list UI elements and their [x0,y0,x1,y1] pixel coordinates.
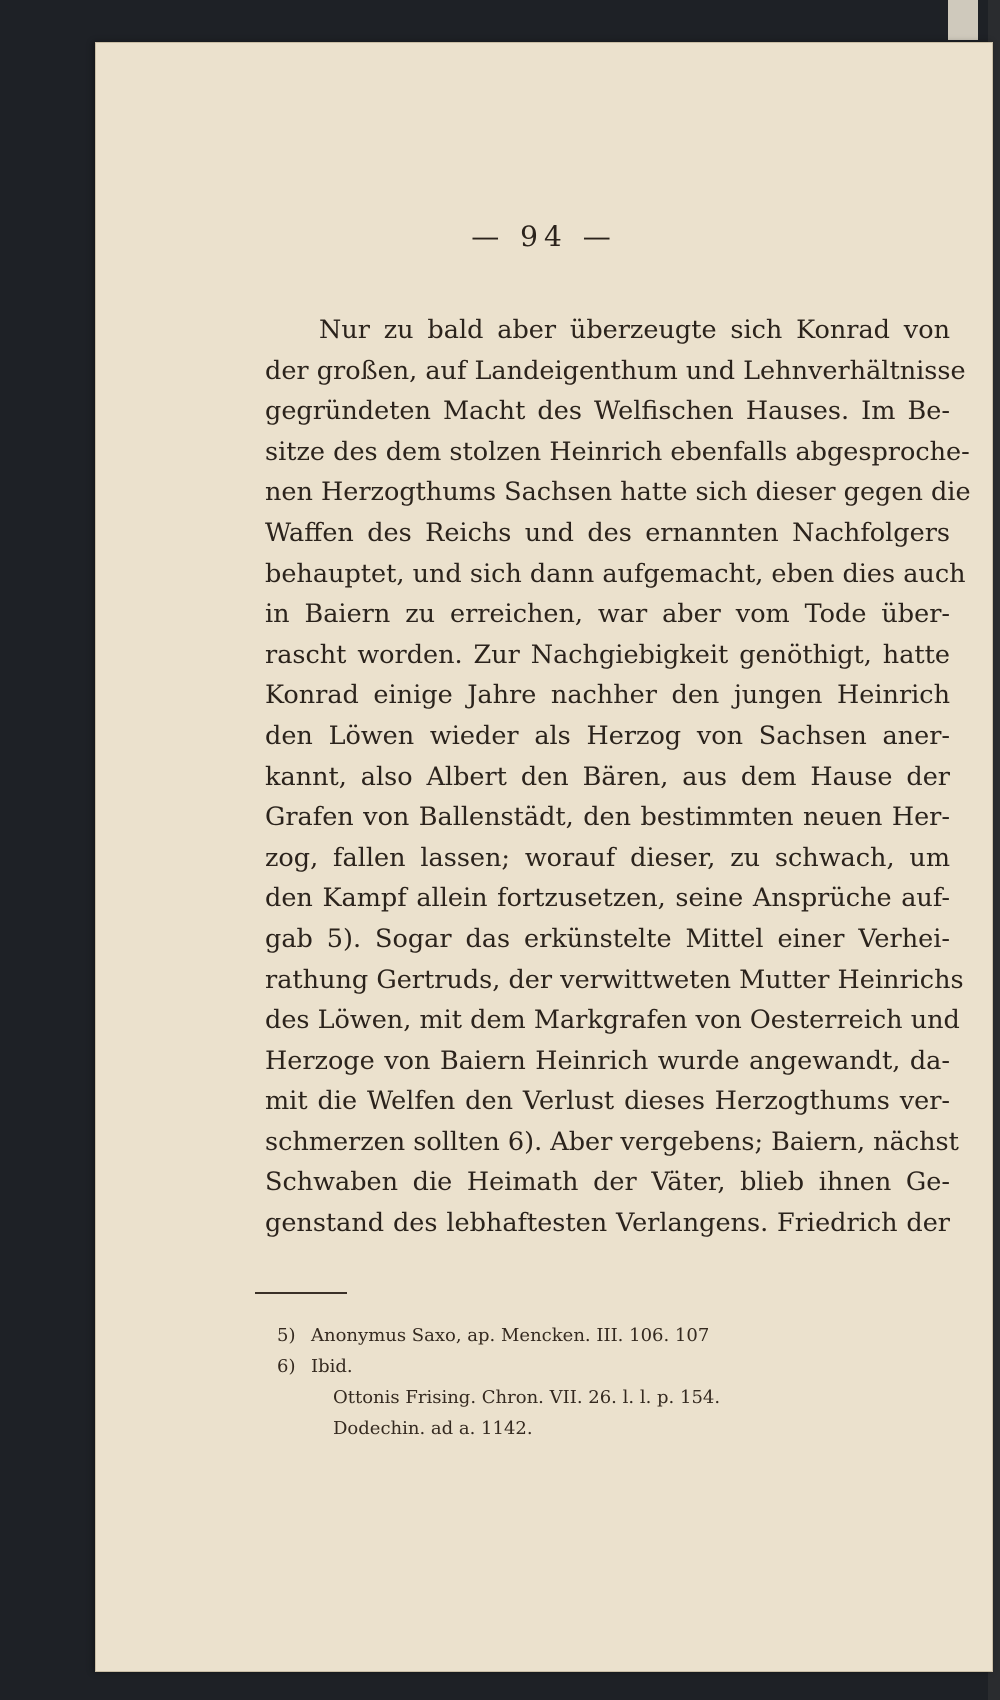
page-number: — 94 — [471,220,617,253]
text-line: sitze des dem stolzen Heinrich ebenfalls abgesproche- [265,436,970,467]
text-line: rathung Gertruds, der verwittweten Mutter Heinrichs [265,964,964,995]
text-line: rascht worden. Zur Nachgiebigkeit genöthigt, hatte [265,639,950,670]
text-line: gab 5). Sogar das erkünstelte Mittel einer Verhei- [265,923,950,954]
footnote-number: 5) [277,1325,296,1346]
text-line: Konrad einige Jahre nachher den jungen Heinrich [265,680,950,711]
text-line: Schwaben die Heimath der Väter, blieb ihnen Ge- [265,1167,950,1198]
text-line: behauptet, und sich dann aufgemacht, eben dies auch [265,558,966,589]
text-line: Herzoge von Baiern Heinrich wurde angewandt, da- [265,1045,950,1076]
text-line: genstand des lebhaftesten Verlangens. Friedrich der [265,1208,950,1239]
text-line: schmerzen sollten 6). Aber vergebens; Baiern, nächst [265,1126,959,1157]
adjacent-page-edge [948,0,978,40]
footnote-number: 6) [277,1356,296,1377]
text-line: kannt, also Albert den Bären, aus dem Hause der [265,761,950,792]
footnote-text: Ibid. [311,1356,353,1377]
footnote [277,1351,927,1382]
text-line: zog, fallen lassen; worauf dieser, zu schwach, um [265,842,950,873]
text-line: nen Herzogthums Sachsen hatte sich dieser gegen die [265,477,971,508]
text-line: den Kampf allein fortzusetzen, seine Ansprüche auf- [265,883,950,914]
text-line: der großen, auf Landeigenthum und Lehnverhältnisse [265,355,966,386]
text-line: des Löwen, mit dem Markgrafen von Oesterreich und [265,1005,960,1036]
text-line: mit die Welfen den Verlust dieses Herzogthums ver- [265,1086,950,1117]
text-line: Grafen von Ballenstädt, den bestimmten neuen Her- [265,802,950,833]
footnotes [277,1320,927,1444]
book-page [95,42,993,1672]
footnote-divider [255,1292,347,1294]
footnote [277,1320,927,1351]
footnote-text: Anonymus Saxo, ap. Mencken. III. 106. 107 [311,1325,710,1346]
body-text [265,310,971,1244]
footnote-continuation: Ottonis Frising. Chron. VII. 26. l. l. p. 154. [333,1387,721,1408]
text-line: gegründeten Macht des Welfischen Hauses. Im Be- [265,396,950,427]
footnote-continuation: Dodechin. ad a. 1142. [333,1418,533,1439]
text-line: in Baiern zu erreichen, war aber vom Tode über- [265,599,950,630]
text-line: Nur zu bald aber überzeugte sich Konrad von [319,315,950,345]
text-line: Waffen des Reichs und des ernannten Nachfolgers [265,517,950,548]
text-line: den Löwen wieder als Herzog von Sachsen aner- [265,720,950,751]
